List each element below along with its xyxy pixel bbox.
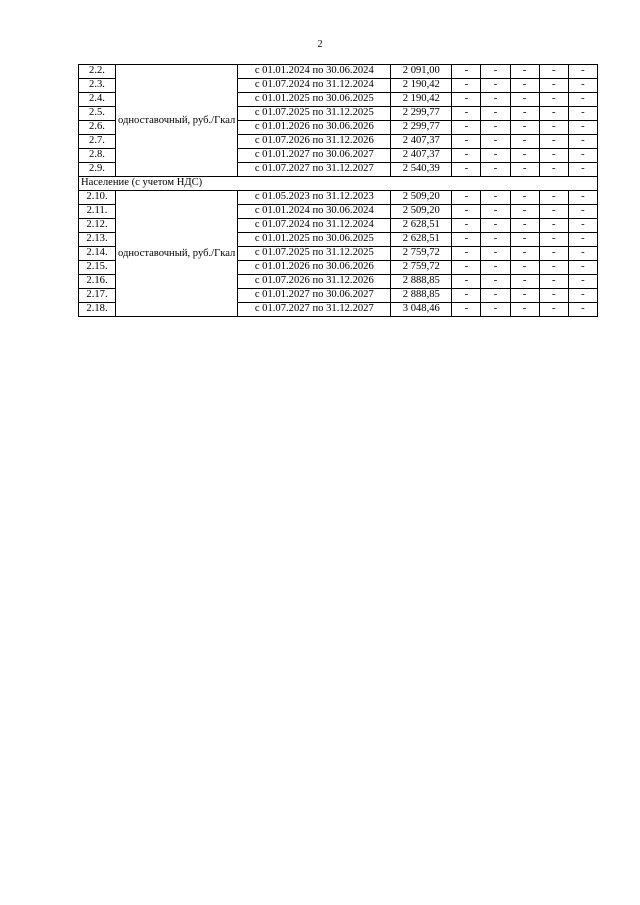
empty-value-cell: - xyxy=(539,261,568,275)
tariff-value-cell: 2 888,85 xyxy=(391,289,452,303)
tariff-value-cell: 2 299,77 xyxy=(391,107,452,121)
empty-value-cell: - xyxy=(568,163,597,177)
period-cell: с 01.07.2027 по 31.12.2027 xyxy=(238,163,391,177)
empty-value-cell: - xyxy=(452,205,481,219)
row-number-cell: 2.18. xyxy=(79,303,116,317)
empty-value-cell: - xyxy=(452,93,481,107)
empty-value-cell: - xyxy=(568,191,597,205)
empty-value-cell: - xyxy=(539,79,568,93)
row-number-cell: 2.4. xyxy=(79,93,116,107)
empty-value-cell: - xyxy=(481,289,510,303)
empty-value-cell: - xyxy=(452,163,481,177)
tariff-value-cell: 2 299,77 xyxy=(391,121,452,135)
empty-value-cell: - xyxy=(481,247,510,261)
period-cell: с 01.01.2025 по 30.06.2025 xyxy=(238,93,391,107)
row-number-cell: 2.3. xyxy=(79,79,116,93)
empty-value-cell: - xyxy=(568,79,597,93)
empty-value-cell: - xyxy=(510,191,539,205)
empty-value-cell: - xyxy=(568,135,597,149)
period-cell: с 01.01.2027 по 30.06.2027 xyxy=(238,289,391,303)
empty-value-cell: - xyxy=(539,275,568,289)
group-header-cell: Население (с учетом НДС) xyxy=(79,177,598,191)
empty-value-cell: - xyxy=(481,191,510,205)
empty-value-cell: - xyxy=(452,79,481,93)
empty-value-cell: - xyxy=(539,205,568,219)
tariff-type-cell: одноставочный, руб./Гкал xyxy=(116,65,238,177)
tariff-value-cell: 2 190,42 xyxy=(391,93,452,107)
empty-value-cell: - xyxy=(568,247,597,261)
empty-value-cell: - xyxy=(510,247,539,261)
empty-value-cell: - xyxy=(539,163,568,177)
empty-value-cell: - xyxy=(539,233,568,247)
tariff-value-cell: 2 407,37 xyxy=(391,149,452,163)
period-cell: с 01.07.2026 по 31.12.2026 xyxy=(238,135,391,149)
empty-value-cell: - xyxy=(452,219,481,233)
row-number-cell: 2.2. xyxy=(79,65,116,79)
empty-value-cell: - xyxy=(452,275,481,289)
period-cell: с 01.07.2026 по 31.12.2026 xyxy=(238,275,391,289)
empty-value-cell: - xyxy=(481,233,510,247)
empty-value-cell: - xyxy=(568,93,597,107)
tariff-value-cell: 2 759,72 xyxy=(391,261,452,275)
row-number-cell: 2.12. xyxy=(79,219,116,233)
tariff-value-cell: 2 540,39 xyxy=(391,163,452,177)
empty-value-cell: - xyxy=(481,93,510,107)
empty-value-cell: - xyxy=(481,149,510,163)
tariff-value-cell: 3 048,46 xyxy=(391,303,452,317)
empty-value-cell: - xyxy=(568,219,597,233)
period-cell: с 01.07.2025 по 31.12.2025 xyxy=(238,247,391,261)
empty-value-cell: - xyxy=(452,107,481,121)
period-cell: с 01.01.2024 по 30.06.2024 xyxy=(238,65,391,79)
period-cell: с 01.01.2026 по 30.06.2026 xyxy=(238,121,391,135)
row-number-cell: 2.17. xyxy=(79,289,116,303)
empty-value-cell: - xyxy=(481,261,510,275)
empty-value-cell: - xyxy=(510,93,539,107)
empty-value-cell: - xyxy=(539,247,568,261)
empty-value-cell: - xyxy=(510,163,539,177)
row-number-cell: 2.15. xyxy=(79,261,116,275)
empty-value-cell: - xyxy=(539,107,568,121)
tariff-value-cell: 2 509,20 xyxy=(391,191,452,205)
period-cell: с 01.01.2024 по 30.06.2024 xyxy=(238,205,391,219)
empty-value-cell: - xyxy=(568,289,597,303)
empty-value-cell: - xyxy=(452,121,481,135)
tariff-value-cell: 2 407,37 xyxy=(391,135,452,149)
empty-value-cell: - xyxy=(452,261,481,275)
period-cell: с 01.07.2027 по 31.12.2027 xyxy=(238,303,391,317)
table-row xyxy=(79,191,598,205)
row-number-cell: 2.13. xyxy=(79,233,116,247)
empty-value-cell: - xyxy=(539,93,568,107)
empty-value-cell: - xyxy=(510,65,539,79)
row-number-cell: 2.7. xyxy=(79,135,116,149)
empty-value-cell: - xyxy=(452,135,481,149)
empty-value-cell: - xyxy=(510,121,539,135)
empty-value-cell: - xyxy=(510,219,539,233)
empty-value-cell: - xyxy=(452,247,481,261)
empty-value-cell: - xyxy=(481,205,510,219)
empty-value-cell: - xyxy=(568,149,597,163)
empty-value-cell: - xyxy=(539,121,568,135)
empty-value-cell: - xyxy=(452,233,481,247)
empty-value-cell: - xyxy=(568,205,597,219)
empty-value-cell: - xyxy=(568,233,597,247)
empty-value-cell: - xyxy=(481,135,510,149)
empty-value-cell: - xyxy=(539,191,568,205)
tariff-table-body xyxy=(79,65,598,317)
row-number-cell: 2.11. xyxy=(79,205,116,219)
empty-value-cell: - xyxy=(452,191,481,205)
period-cell: с 01.07.2024 по 31.12.2024 xyxy=(238,219,391,233)
row-number-cell: 2.16. xyxy=(79,275,116,289)
empty-value-cell: - xyxy=(481,219,510,233)
empty-value-cell: - xyxy=(481,121,510,135)
empty-value-cell: - xyxy=(510,149,539,163)
empty-value-cell: - xyxy=(510,303,539,317)
tariff-value-cell: 2 509,20 xyxy=(391,205,452,219)
period-cell: с 01.05.2023 по 31.12.2023 xyxy=(238,191,391,205)
period-cell: с 01.01.2026 по 30.06.2026 xyxy=(238,261,391,275)
empty-value-cell: - xyxy=(539,289,568,303)
row-number-cell: 2.6. xyxy=(79,121,116,135)
tariff-value-cell: 2 190,42 xyxy=(391,79,452,93)
row-number-cell: 2.5. xyxy=(79,107,116,121)
empty-value-cell: - xyxy=(539,303,568,317)
empty-value-cell: - xyxy=(510,205,539,219)
empty-value-cell: - xyxy=(539,219,568,233)
tariff-table xyxy=(78,64,598,317)
empty-value-cell: - xyxy=(568,121,597,135)
empty-value-cell: - xyxy=(452,149,481,163)
empty-value-cell: - xyxy=(452,289,481,303)
empty-value-cell: - xyxy=(481,275,510,289)
empty-value-cell: - xyxy=(568,275,597,289)
empty-value-cell: - xyxy=(481,107,510,121)
row-number-cell: 2.9. xyxy=(79,163,116,177)
empty-value-cell: - xyxy=(510,233,539,247)
empty-value-cell: - xyxy=(481,303,510,317)
row-number-cell: 2.8. xyxy=(79,149,116,163)
empty-value-cell: - xyxy=(481,79,510,93)
table-row xyxy=(79,65,598,79)
empty-value-cell: - xyxy=(539,149,568,163)
tariff-value-cell: 2 628,51 xyxy=(391,233,452,247)
empty-value-cell: - xyxy=(452,303,481,317)
empty-value-cell: - xyxy=(510,79,539,93)
empty-value-cell: - xyxy=(510,107,539,121)
group-header-row xyxy=(79,177,598,191)
empty-value-cell: - xyxy=(452,65,481,79)
empty-value-cell: - xyxy=(510,275,539,289)
page-number: 2 xyxy=(317,39,323,50)
tariff-value-cell: 2 888,85 xyxy=(391,275,452,289)
tariff-value-cell: 2 628,51 xyxy=(391,219,452,233)
empty-value-cell: - xyxy=(568,303,597,317)
tariff-value-cell: 2 759,72 xyxy=(391,247,452,261)
empty-value-cell: - xyxy=(510,135,539,149)
empty-value-cell: - xyxy=(481,163,510,177)
row-number-cell: 2.14. xyxy=(79,247,116,261)
empty-value-cell: - xyxy=(481,65,510,79)
empty-value-cell: - xyxy=(568,107,597,121)
period-cell: с 01.01.2027 по 30.06.2027 xyxy=(238,149,391,163)
empty-value-cell: - xyxy=(568,65,597,79)
empty-value-cell: - xyxy=(539,65,568,79)
empty-value-cell: - xyxy=(510,261,539,275)
period-cell: с 01.07.2024 по 31.12.2024 xyxy=(238,79,391,93)
empty-value-cell: - xyxy=(539,135,568,149)
period-cell: с 01.01.2025 по 30.06.2025 xyxy=(238,233,391,247)
tariff-value-cell: 2 091,00 xyxy=(391,65,452,79)
period-cell: с 01.07.2025 по 31.12.2025 xyxy=(238,107,391,121)
empty-value-cell: - xyxy=(568,261,597,275)
tariff-type-cell: одноставочный, руб./Гкал xyxy=(116,191,238,317)
row-number-cell: 2.10. xyxy=(79,191,116,205)
empty-value-cell: - xyxy=(510,289,539,303)
